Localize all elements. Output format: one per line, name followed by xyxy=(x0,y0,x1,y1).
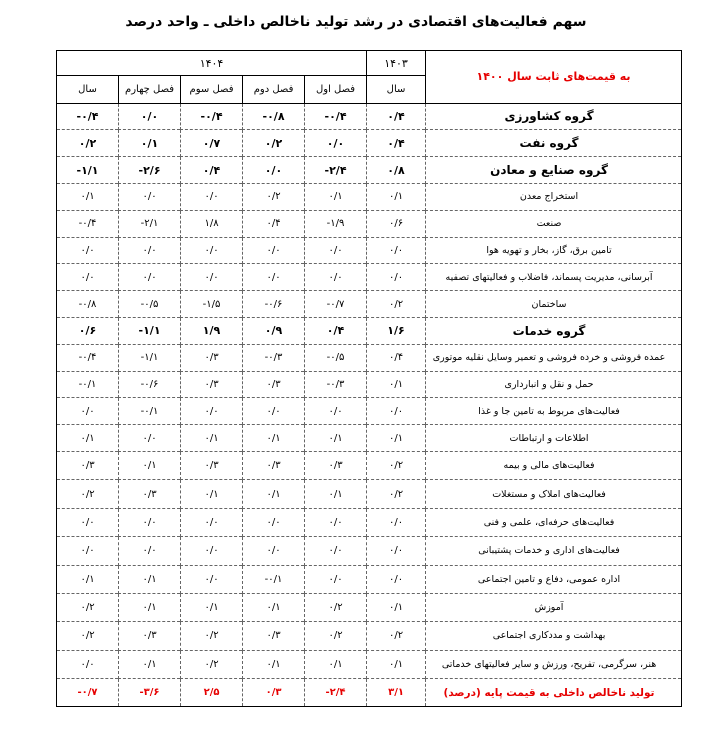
value-1404-q2: ۰/۱ xyxy=(243,425,305,452)
year-1403-header: ۱۴۰۳ xyxy=(367,51,426,76)
table-row xyxy=(57,451,682,479)
col-1404-q3-header: فصل سوم xyxy=(181,76,243,104)
value-1404-q1: ۰/۰ xyxy=(305,398,367,425)
value-1404-q4: ۰/۱ xyxy=(119,130,181,157)
value-1403-year: ۰/۱ xyxy=(367,425,426,452)
value-1403-year: ۱/۶ xyxy=(367,317,426,344)
item-label: آموزش xyxy=(426,593,682,621)
value-1404-q1: -۱/۹ xyxy=(305,210,367,237)
item-label: فعالیت‌های املاک و مستغلات xyxy=(426,480,682,508)
group-row xyxy=(57,103,682,130)
table-row xyxy=(57,565,682,593)
value-1404-q4: -۰/۱ xyxy=(119,398,181,425)
value-1404-q3: ۰/۰ xyxy=(181,398,243,425)
value-1404-year: -۰/۴ xyxy=(57,103,119,130)
value-1404-year: ۰/۲ xyxy=(57,480,119,508)
value-1404-q3: ۰/۰ xyxy=(181,183,243,210)
value-1403-year: ۰/۰ xyxy=(367,508,426,536)
value-1404-q3: ۰/۰ xyxy=(181,508,243,536)
value-1404-year: ۰/۲ xyxy=(57,622,119,650)
col-1404-year-header: سال xyxy=(57,76,119,104)
item-label: بهداشت و مددکاری اجتماعی xyxy=(426,622,682,650)
value-1404-q2: -۰/۳ xyxy=(243,344,305,371)
value-1404-q3: ۰/۰ xyxy=(181,565,243,593)
value-1404-q2: ۰/۰ xyxy=(243,237,305,264)
group-row xyxy=(57,157,682,184)
value-1404-year: -۰/۱ xyxy=(57,371,119,398)
value-1404-q4: ۰/۱ xyxy=(119,650,181,678)
page-title: سهم فعالیت‌های اقتصادی در رشد تولید ناخالص داخلی ـ واحد درصد xyxy=(125,14,587,30)
item-label: صنعت xyxy=(426,210,682,237)
value-1404-q2: -۰/۶ xyxy=(243,291,305,318)
value-1404-q1: ۰/۰ xyxy=(305,565,367,593)
value-1404-q3: ۰/۰ xyxy=(181,237,243,264)
value-1404-q2: ۰/۰ xyxy=(243,264,305,291)
value-1404-year: ۰/۰ xyxy=(57,537,119,565)
value-1404-year: ۰/۲ xyxy=(57,130,119,157)
value-1404-q2: ۰/۳ xyxy=(243,451,305,479)
item-label: ساختمان xyxy=(426,291,682,318)
value-1404-q1: ۰/۳ xyxy=(305,451,367,479)
value-1404-q3: -۱/۵ xyxy=(181,291,243,318)
value-1404-q1: -۲/۴ xyxy=(305,679,367,707)
value-1404-q1: -۰/۷ xyxy=(305,291,367,318)
item-label: اداره عمومی، دفاع و تامین اجتماعی xyxy=(426,565,682,593)
value-1403-year: ۰/۰ xyxy=(367,565,426,593)
value-1403-year: ۰/۱ xyxy=(367,183,426,210)
value-1404-q4: ۰/۰ xyxy=(119,183,181,210)
table-row xyxy=(57,183,682,210)
value-1404-q1: ۰/۴ xyxy=(305,317,367,344)
table-row xyxy=(57,291,682,318)
value-1404-q3: ۰/۱ xyxy=(181,480,243,508)
value-1404-year: ۰/۶ xyxy=(57,317,119,344)
value-1404-q4: ۰/۰ xyxy=(119,537,181,565)
value-1404-q2: ۰/۰ xyxy=(243,537,305,565)
value-1404-year: ۰/۰ xyxy=(57,264,119,291)
table-row xyxy=(57,537,682,565)
item-label: تامین برق، گاز، بخار و تهویه هوا xyxy=(426,237,682,264)
value-1404-q4: ۰/۰ xyxy=(119,237,181,264)
value-1403-year: ۰/۱ xyxy=(367,371,426,398)
value-1404-q2: ۰/۱ xyxy=(243,650,305,678)
value-1404-q3: ۰/۲ xyxy=(181,622,243,650)
value-1403-year: ۰/۲ xyxy=(367,480,426,508)
value-1404-year: -۰/۴ xyxy=(57,210,119,237)
value-1404-q3: ۰/۳ xyxy=(181,344,243,371)
value-1404-q2: ۰/۰ xyxy=(243,157,305,184)
value-1404-year: -۱/۱ xyxy=(57,157,119,184)
group-label: گروه صنایع و معادن xyxy=(426,157,682,184)
table-row xyxy=(57,622,682,650)
table-row xyxy=(57,371,682,398)
col-1404-q2-header: فصل دوم xyxy=(243,76,305,104)
value-1403-year: ۰/۰ xyxy=(367,537,426,565)
value-1404-year: ۰/۲ xyxy=(57,593,119,621)
item-label: هنر، سرگرمی، تفریح، ورزش و سایر فعالیتهای خدماتی xyxy=(426,650,682,678)
value-1404-q2: ۰/۱ xyxy=(243,593,305,621)
item-label: آبرسانی، مدیریت پسماند، فاضلاب و فعالیتهای تصفیه xyxy=(426,264,682,291)
value-1404-q3: ۰/۰ xyxy=(181,537,243,565)
value-1404-q2: -۰/۱ xyxy=(243,565,305,593)
value-1404-q1: ۰/۱ xyxy=(305,425,367,452)
value-1403-year: ۰/۴ xyxy=(367,103,426,130)
value-1404-q4: -۱/۱ xyxy=(119,344,181,371)
item-label: حمل و نقل و انبارداری xyxy=(426,371,682,398)
table-row xyxy=(57,237,682,264)
value-1404-q1: -۰/۳ xyxy=(305,371,367,398)
value-1404-q4: -۲/۱ xyxy=(119,210,181,237)
table-header xyxy=(57,51,682,104)
item-label: فعالیت‌های اداری و خدمات پشتیبانی xyxy=(426,537,682,565)
value-1404-q2: ۰/۲ xyxy=(243,130,305,157)
value-1404-q2: ۰/۱ xyxy=(243,480,305,508)
value-1404-q3: ۱/۹ xyxy=(181,317,243,344)
value-1404-q2: ۰/۳ xyxy=(243,679,305,707)
value-1404-q1: ۰/۰ xyxy=(305,237,367,264)
total-label: تولید ناخالص داخلی به قیمت پایه (درصد) xyxy=(426,679,682,707)
value-1404-q3: ۰/۴ xyxy=(181,157,243,184)
group-label: گروه خدمات xyxy=(426,317,682,344)
value-1403-year: ۰/۰ xyxy=(367,264,426,291)
value-1404-q2: ۰/۳ xyxy=(243,371,305,398)
price-basis-header: به قیمت‌های ثابت سال ۱۴۰۰ xyxy=(426,51,682,104)
value-1404-q3: ۰/۳ xyxy=(181,371,243,398)
value-1404-year: ۰/۱ xyxy=(57,183,119,210)
value-1404-q1: ۰/۲ xyxy=(305,593,367,621)
value-1404-year: ۰/۰ xyxy=(57,398,119,425)
group-label: گروه کشاورزی xyxy=(426,103,682,130)
value-1404-year: ۰/۱ xyxy=(57,425,119,452)
value-1404-q4: ۰/۰ xyxy=(119,264,181,291)
value-1404-q1: ۰/۰ xyxy=(305,264,367,291)
group-row xyxy=(57,130,682,157)
value-1403-year: ۰/۸ xyxy=(367,157,426,184)
value-1404-q4: -۱/۱ xyxy=(119,317,181,344)
col-1404-q1-header: فصل اول xyxy=(305,76,367,104)
header-row-years xyxy=(57,51,682,76)
table-row xyxy=(57,210,682,237)
value-1404-q4: ۰/۰ xyxy=(119,425,181,452)
value-1403-year: ۰/۱ xyxy=(367,593,426,621)
year-1404-header: ۱۴۰۴ xyxy=(57,51,367,76)
table-row xyxy=(57,480,682,508)
value-1404-q4: -۳/۶ xyxy=(119,679,181,707)
col-1404-q4-header: فصل چهارم xyxy=(119,76,181,104)
value-1404-year: ۰/۰ xyxy=(57,237,119,264)
value-1403-year: ۰/۶ xyxy=(367,210,426,237)
item-label: اطلاعات و ارتباطات xyxy=(426,425,682,452)
item-label: عمده فروشی و خرده فروشی و تعمیر وسایل نقلیه موتوری xyxy=(426,344,682,371)
value-1404-q2: -۰/۸ xyxy=(243,103,305,130)
value-1404-q2: ۰/۰ xyxy=(243,398,305,425)
value-1404-q3: ۰/۱ xyxy=(181,425,243,452)
value-1404-q3: ۰/۷ xyxy=(181,130,243,157)
value-1404-q3: ۰/۳ xyxy=(181,451,243,479)
value-1404-year: ۰/۰ xyxy=(57,650,119,678)
value-1404-q3: ۱/۸ xyxy=(181,210,243,237)
value-1403-year: ۰/۲ xyxy=(367,451,426,479)
value-1404-q4: ۰/۱ xyxy=(119,565,181,593)
table-row xyxy=(57,398,682,425)
value-1404-q3: ۰/۲ xyxy=(181,650,243,678)
value-1404-q2: ۰/۳ xyxy=(243,622,305,650)
value-1404-q4: ۰/۳ xyxy=(119,480,181,508)
table-row xyxy=(57,425,682,452)
value-1404-q1: ۰/۱ xyxy=(305,480,367,508)
value-1404-q1: ۰/۱ xyxy=(305,650,367,678)
value-1404-q1: -۰/۵ xyxy=(305,344,367,371)
value-1404-q3: ۲/۵ xyxy=(181,679,243,707)
value-1404-q2: ۰/۴ xyxy=(243,210,305,237)
value-1404-year: ۰/۱ xyxy=(57,565,119,593)
value-1404-q1: ۰/۲ xyxy=(305,622,367,650)
value-1404-q4: ۰/۰ xyxy=(119,508,181,536)
table-row xyxy=(57,264,682,291)
value-1404-q2: ۰/۲ xyxy=(243,183,305,210)
value-1403-year: ۰/۴ xyxy=(367,130,426,157)
value-1404-year: ۰/۳ xyxy=(57,451,119,479)
value-1404-q1: ۰/۱ xyxy=(305,183,367,210)
value-1404-q2: ۰/۹ xyxy=(243,317,305,344)
value-1404-q1: ۰/۰ xyxy=(305,537,367,565)
table-row xyxy=(57,593,682,621)
value-1404-q4: -۰/۶ xyxy=(119,371,181,398)
item-label: فعالیت‌های مالی و بیمه xyxy=(426,451,682,479)
value-1404-year: -۰/۷ xyxy=(57,679,119,707)
value-1403-year: ۰/۱ xyxy=(367,650,426,678)
value-1404-year: -۰/۴ xyxy=(57,344,119,371)
value-1403-year: ۰/۲ xyxy=(367,622,426,650)
value-1403-year: ۰/۰ xyxy=(367,237,426,264)
value-1404-q4: ۰/۰ xyxy=(119,103,181,130)
item-label: فعالیت‌های حرفه‌ای، علمی و فنی xyxy=(426,508,682,536)
value-1404-year: ۰/۰ xyxy=(57,508,119,536)
group-label: گروه نفت xyxy=(426,130,682,157)
value-1403-year: ۳/۱ xyxy=(367,679,426,707)
value-1404-q3: ۰/۰ xyxy=(181,264,243,291)
table-row xyxy=(57,344,682,371)
item-label: فعالیت‌های مربوط به تامین جا و غذا xyxy=(426,398,682,425)
total-row xyxy=(57,679,682,707)
value-1404-q1: -۰/۴ xyxy=(305,103,367,130)
value-1404-q2: ۰/۰ xyxy=(243,508,305,536)
value-1403-year: ۰/۰ xyxy=(367,398,426,425)
value-1404-q3: ۰/۱ xyxy=(181,593,243,621)
value-1403-year: ۰/۲ xyxy=(367,291,426,318)
value-1404-q1: -۲/۴ xyxy=(305,157,367,184)
value-1404-q4: -۰/۵ xyxy=(119,291,181,318)
value-1404-q1: ۰/۰ xyxy=(305,508,367,536)
table-row xyxy=(57,650,682,678)
value-1403-year: ۰/۴ xyxy=(367,344,426,371)
group-row xyxy=(57,317,682,344)
value-1404-q4: ۰/۱ xyxy=(119,593,181,621)
table-row xyxy=(57,508,682,536)
value-1404-year: -۰/۸ xyxy=(57,291,119,318)
table-body xyxy=(57,103,682,707)
value-1404-q4: ۰/۳ xyxy=(119,622,181,650)
col-1403-year-header: سال xyxy=(367,76,426,104)
value-1404-q3: -۰/۴ xyxy=(181,103,243,130)
value-1404-q4: ۰/۱ xyxy=(119,451,181,479)
gdp-contribution-table xyxy=(56,50,682,707)
value-1404-q1: ۰/۰ xyxy=(305,130,367,157)
item-label: استخراج معدن xyxy=(426,183,682,210)
value-1404-q4: -۲/۶ xyxy=(119,157,181,184)
